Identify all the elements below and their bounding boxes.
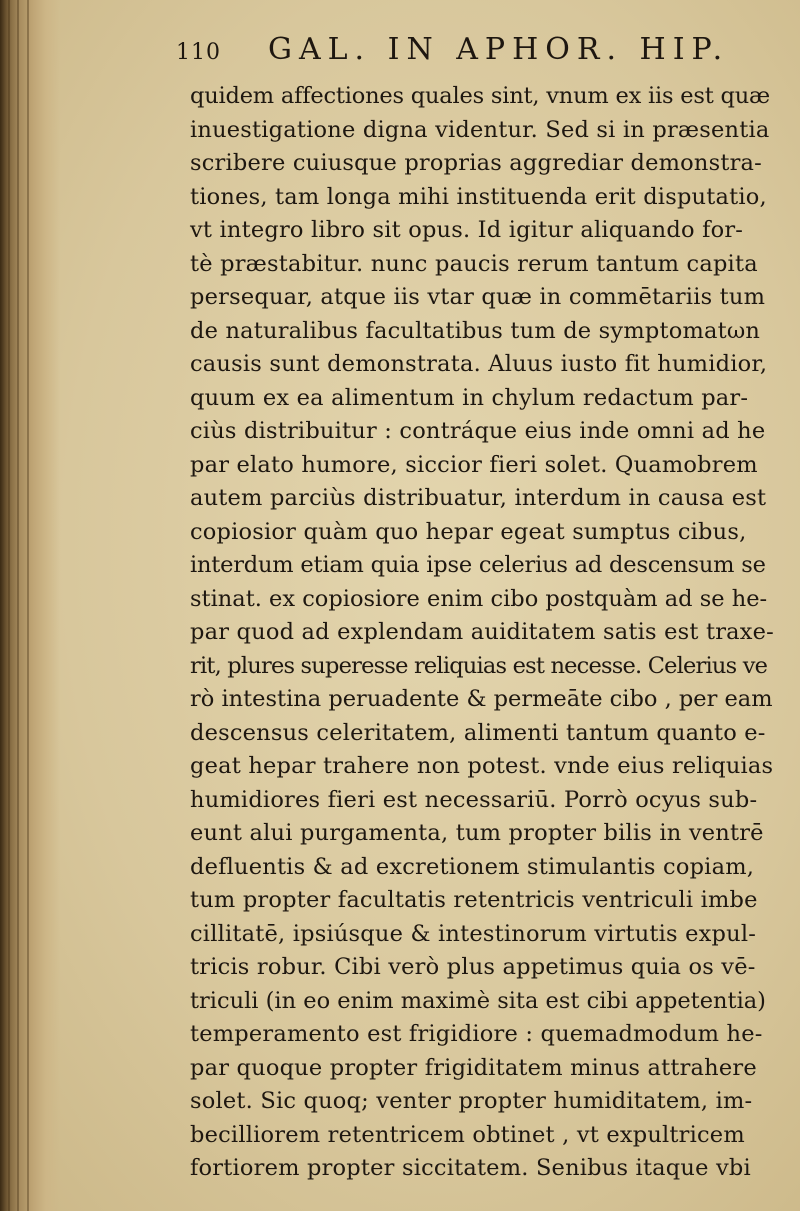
text-line: copiosior quàm quo hepar egeat sumptus cibus, [190,518,747,545]
gutter-edge-line [27,0,29,1211]
text-line: solet. Sic quoq; venter propter humiditatem, im- [190,1088,753,1114]
binding-gutter [0,0,60,1211]
text-line: geat hepar trahere non potest. vnde eius reliquias [190,753,774,779]
text-line: tricis robur. Cibi verò plus appetimus quia os vē- [190,954,756,980]
text-line: tum propter facultatis retentricis ventriculi imbe [190,887,758,913]
text-line: temperamento est frigidiore : quemadmodum he- [190,1021,763,1047]
text-line: defluentis & ad excretionem stimulantis copiam, [190,853,755,880]
text-line: eunt alui purgamenta, tum propter bilis in ventrē [190,820,764,846]
text-line: autem parciùs distribuatur, interdum in causa est [190,485,767,511]
text-line: par elato humore, siccior fieri solet. Quamobrem [190,451,758,478]
body-text [190,80,775,1186]
gutter-edge-line [8,0,10,1211]
text-line: becilliorem retentricem obtinet , vt expultricem [190,1121,745,1148]
text-line: causis sunt demonstrata. Aluus iusto fit humidior, [190,351,768,377]
text-line: cillitatē, ipsiúsque & intestinorum virtutis expul- [190,920,757,947]
running-head: GAL. IN APHOR. HIP. [268,32,730,67]
text-line: tè præstabitur. nunc paucis rerum tantum capita [190,250,758,277]
text-line: humidiores fieri est necessariū. Porrò ocyus sub- [190,786,758,813]
text-line: inuestigatione digna videntur. Sed si in præsentia [190,116,770,143]
text-line: par quod ad explendam auiditatem satis est traxe- [190,619,774,645]
text-line: vt integro libro sit opus. Id igitur aliquando for- [190,217,744,243]
page-header [176,30,736,74]
text-line: rò intestina peruadente & permeāte cibo , per eam [190,686,773,712]
text-line: par quoque propter frigiditatem minus attrahere [190,1054,757,1081]
gutter-edge-line [17,0,19,1211]
text-line: ciùs distribuitur : contráque eius inde omni ad he [190,418,766,444]
text-line: quidem affectiones quales sint, vnum ex iis est quæ [190,83,770,109]
text-line: de naturalibus facultatibus tum de symptomatωn [190,317,761,344]
text-line: persequar, atque iis vtar quæ in commētariis tum [190,284,766,310]
text-line: fortiorem propter siccitatem. Senibus itaque vbi [190,1155,751,1181]
text-line: scribere cuiusque proprias aggrediar demonstra- [190,150,762,176]
text-line: interdum etiam quia ipse celerius ad descensum se [190,552,766,578]
text-line: descensus celeritatem, alimenti tantum quanto e- [190,719,766,746]
text-line: tiones, tam longa mihi instituenda erit disputatio, [190,183,767,210]
text-line: stinat. ex copiosiore enim cibo postquàm ad se he- [190,585,768,612]
page-number: 110 [176,40,221,65]
text-line: triculi (in eo enim maximè sita est cibi appetentia) [190,987,766,1014]
text-line: rit, plures superesse reliquias est necesse. Celerius ve [190,652,768,679]
text-line: quum ex ea alimentum in chylum redactum par- [190,384,749,411]
